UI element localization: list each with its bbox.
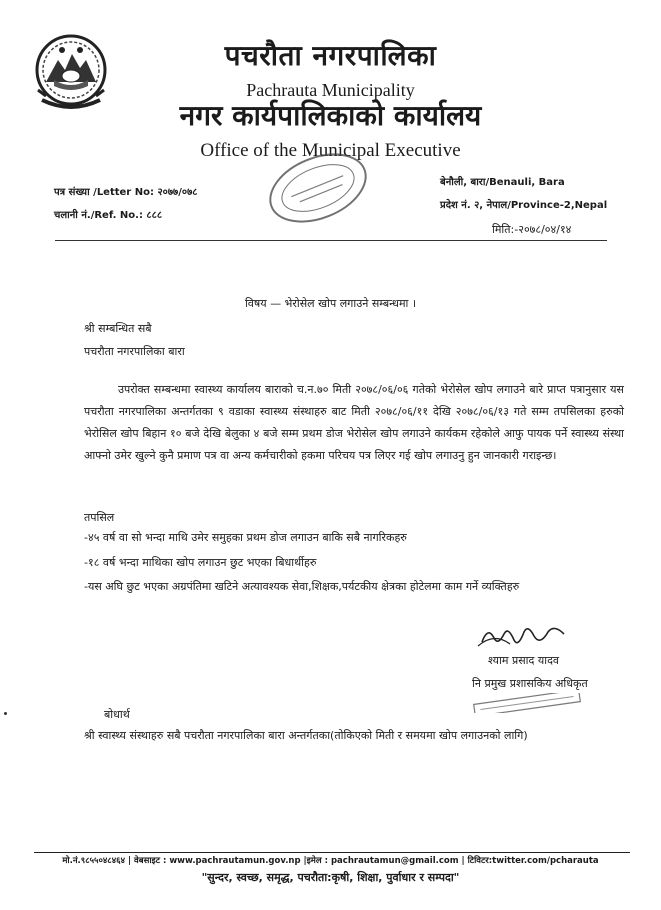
office-stamp-icon [262, 148, 374, 228]
office-name-en: Office of the Municipal Executive [200, 140, 461, 161]
footer-contact: मो.नं.९८५५०४८४६४ | वेबसाइट : www.pachrautamun.gov.np |इमेल : pachrautamun@gmail.com | टिविटर:twitter.com/pcharauta [62, 856, 599, 866]
signatory-title: नि प्रमुख प्रशासकिय अधिकृत [472, 677, 588, 690]
signatory-name: श्याम प्रसाद यादव [488, 654, 560, 667]
footer-divider [34, 852, 630, 853]
addressee-line2: पचरौता नगरपालिका बारा [84, 345, 185, 358]
letter-number: पत्र संख्या /Letter No: २०७७/०७८ [54, 187, 198, 198]
municipality-name-en: Pachrauta Municipality [246, 80, 415, 100]
letter-date: मिति:-२०७८/०४/१४ [492, 223, 572, 236]
handwritten-signature-icon [474, 620, 574, 652]
details-item: -१८ वर्ष भन्दा माथिका खोप लगाउन छुट भएका बिधार्थीहरु [84, 556, 317, 569]
office-address-line2: प्रदेश नं. २, नेपाल/Province-2,Nepal [440, 200, 608, 211]
office-name-np: नगर कार्यपालिकाको कार्यालय [179, 99, 482, 132]
addressee-line1: श्री सम्बन्धित सबै [84, 322, 152, 335]
letter-subject: विषय — भेरोसेल खोप लगाउने सम्बन्धमा । [244, 297, 417, 310]
details-label: तपसिल [84, 511, 115, 524]
footer-motto: "सुन्दर, स्वच्छ, समृद्ध, पचरौता:कृषी, शिक्षा, पुर्वाधार र सम्पदा" [201, 871, 460, 884]
cc-label: बोधार्थ [104, 708, 130, 721]
office-address-line1: बेनौली, बारा/Benauli, Bara [440, 177, 565, 188]
reference-number: चलानी नं./Ref. No.: ८८८ [54, 210, 163, 221]
details-item: -४५ वर्ष वा सो भन्दा माथि उमेर समुहका प्रथम डोज लगाउन बाकि सबै नागरिकहरु [84, 531, 407, 544]
margin-mark [4, 712, 7, 715]
designation-seal-icon [470, 693, 585, 713]
body-paragraph: उपरोक्त सम्बन्धमा स्वास्थ्य कार्यालय बाराको च.न.७० मिती २०७८/०६/०६ गतेको भेरोसेल खोप लगाउने बारे प्राप्त पत्रानुसार यस पचरौता नगरपालिका अन्तर्गतका ९ वडाका स्वास्थ्य संस्थाहरु बाट मिती २०७८/०६/११ देखि २०७८/०६/१३ गते सम्म तपसिलका हरुको भेरोसिल खोप बिहान १० बजे देखि बेलुका ४ बजे सम्म प्रथम डोज भेरोसेल खोप लगाउने कार्यकम रहेकोले आफु पायक पर्ने स्वास्थ्य संस्था आफ्नो उमेर खुल्ने कुनै प्रमाण पत्र वा अन्य कर्मचारीको हकमा परिचय पत्र लिएर गई खोप लगाउनु हुन जानकारी गराइन्छ। [84, 383, 624, 462]
header-divider [55, 240, 607, 241]
cc-recipients: श्री स्वास्थ्य संस्थाहरु सबै पचरौता नगरपालिका बारा अन्तर्गतका(तोकिएको मिती र समयमा खोप लगाउनको लागि) [84, 729, 528, 742]
details-item: -यस अघि छुट भएका अग्रपंतिमा खटिने अत्यावश्यक सेवा,शिक्षक,पर्यटकीय क्षेत्रका होटेलमा काम गर्ने व्यक्तिहरु [84, 580, 520, 593]
municipality-name-np: पचरौता नगरपालिका [224, 39, 437, 72]
